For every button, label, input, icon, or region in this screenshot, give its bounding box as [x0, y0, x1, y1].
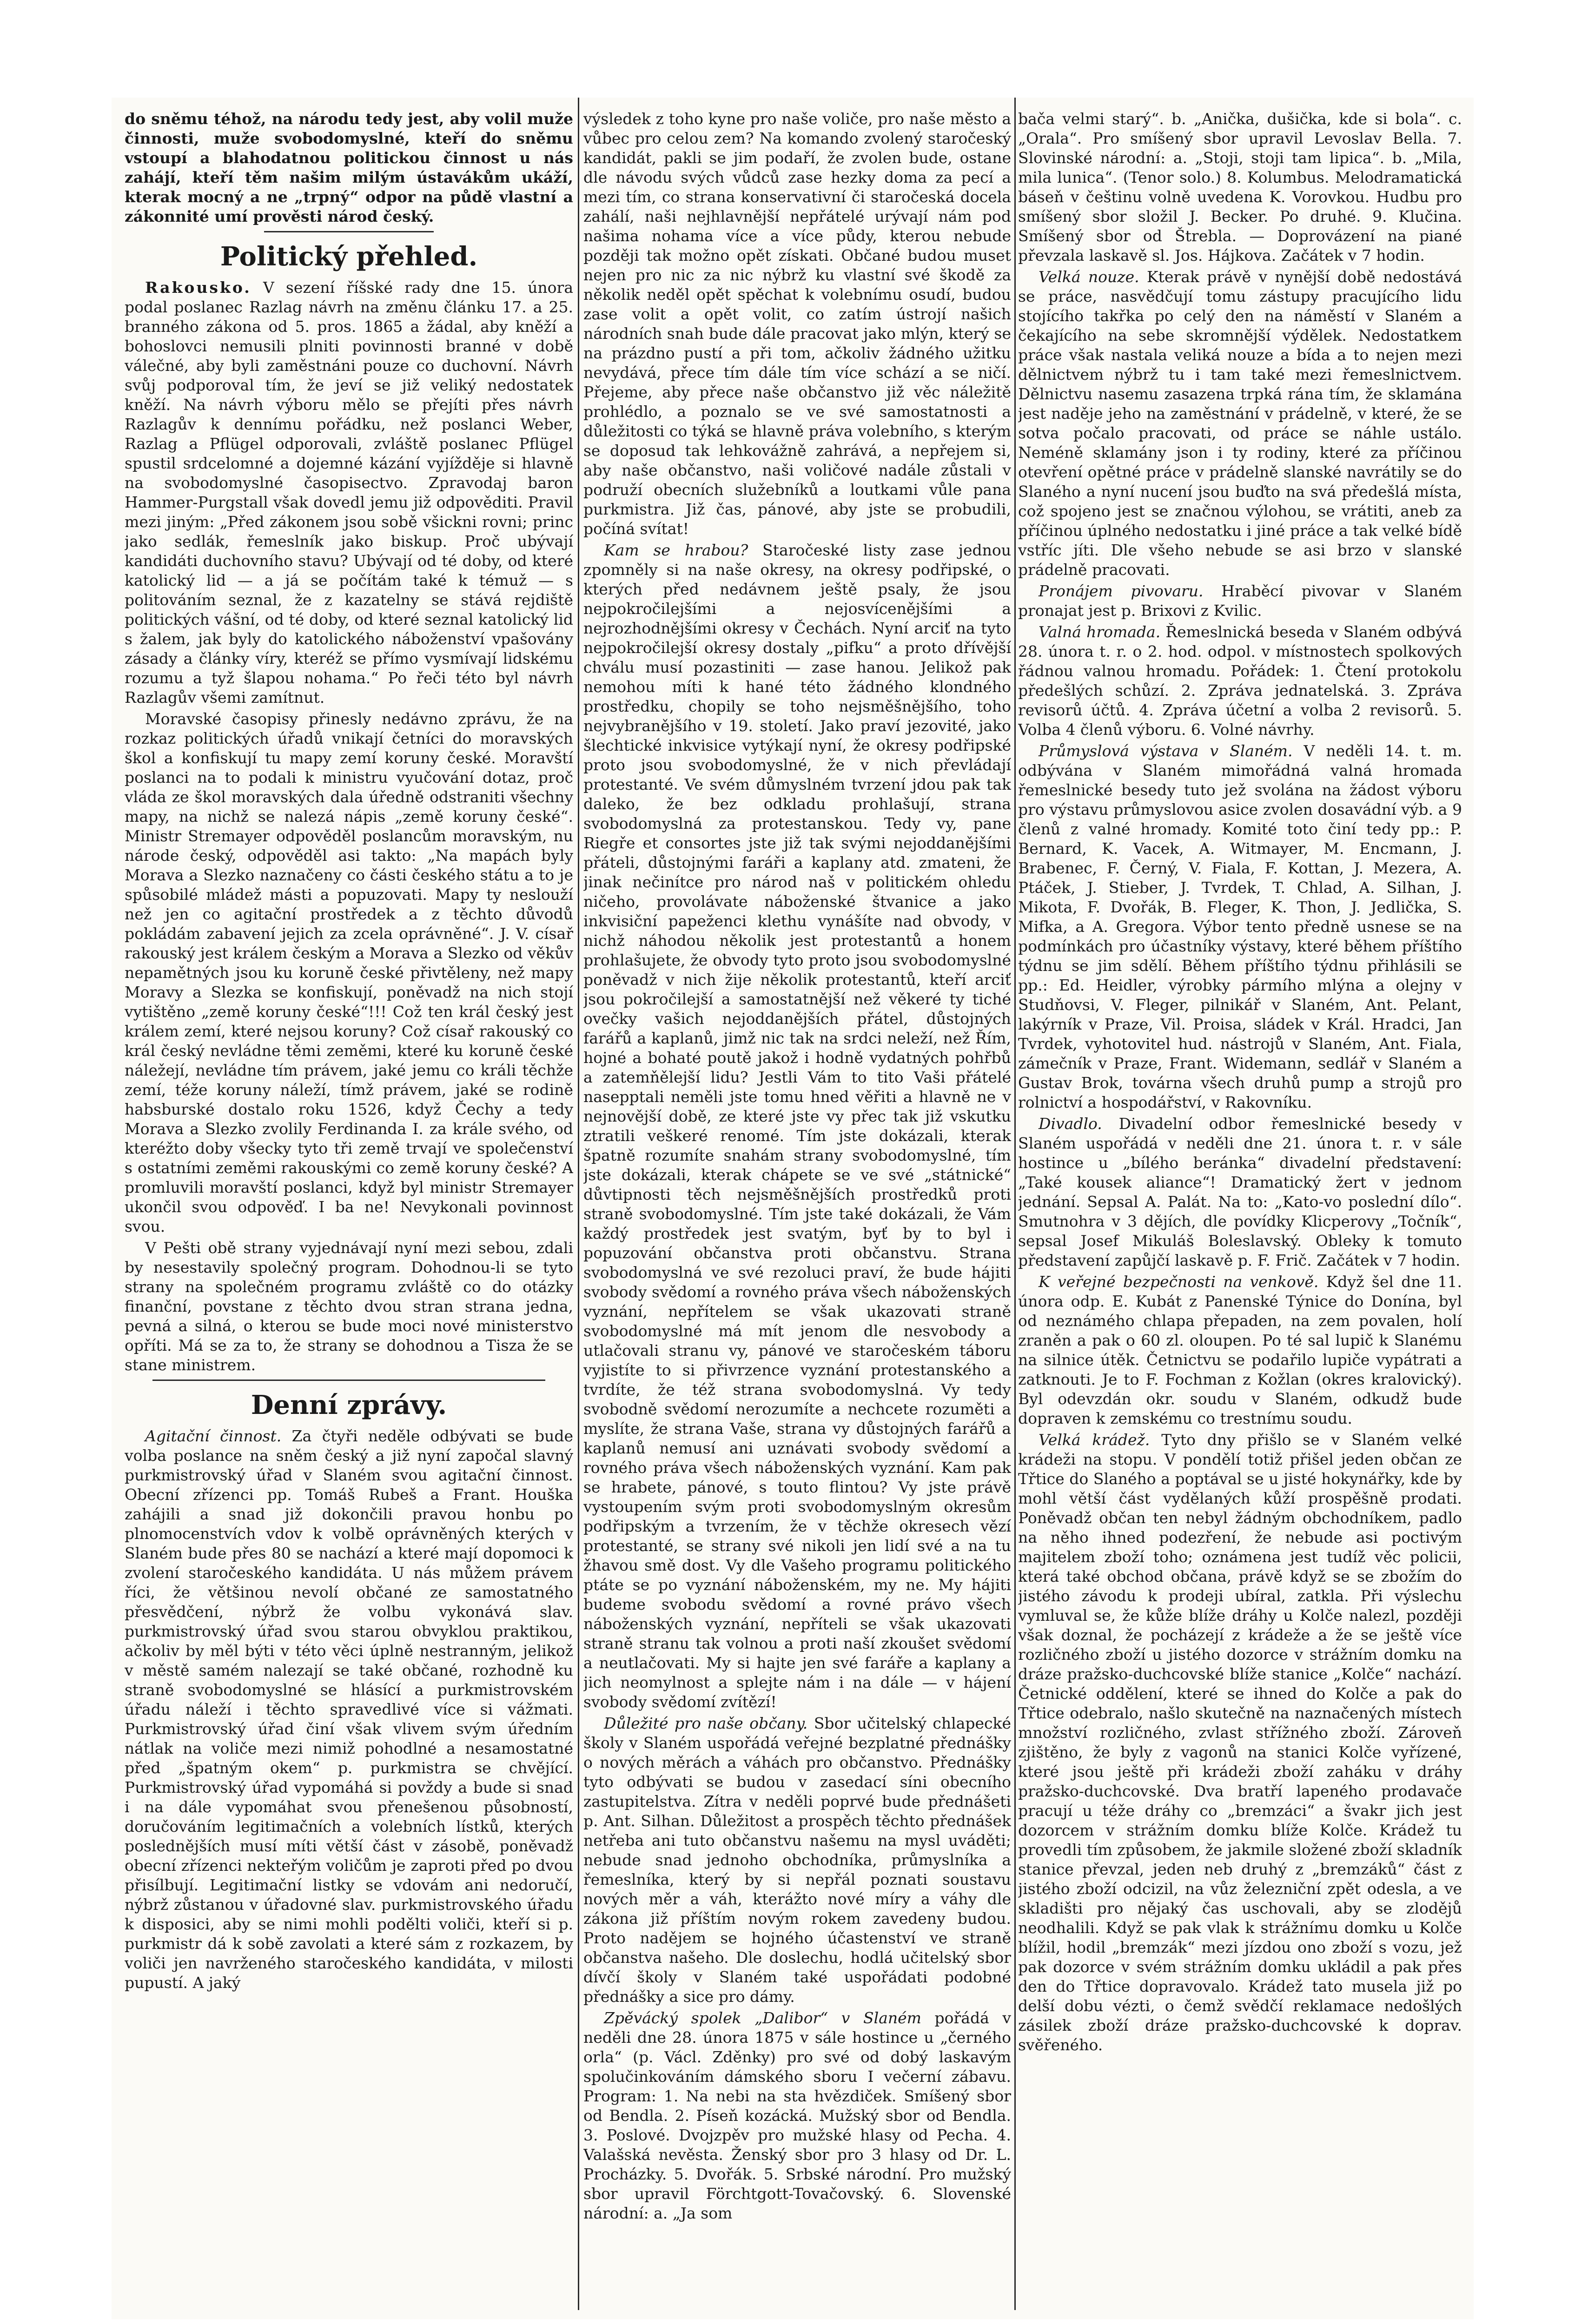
denni-zpravy-heading: Denní zprávy.	[251, 1390, 447, 1420]
zpevacky-spolek-lead: Zpěvácký spolek „Dalibor“ v Slaném	[604, 2009, 921, 2027]
article-paragraph	[1018, 1114, 1462, 1270]
article-paragraph: V Pešti obě strany vyjednávají nyní mezi sebou, zdali by nesestavily společný program. Dohodnou-li se tyto strany na společném programu zvláště co do otázky finanční, povstane z těchto dvou stran strana jedna, pevná a silná, o kterou se bude moci nové ministerstvo opříti. Má se za to, že strany se dohodnou a Tisza že se stane ministrem.	[125, 1239, 573, 1374]
article-paragraph	[1018, 1272, 1462, 1428]
pronajem-lead: Pronájem pivovaru.	[1039, 582, 1204, 600]
article-paragraph	[125, 278, 573, 707]
column-rule-1	[578, 98, 579, 2310]
divadlo-lead: Divadlo.	[1039, 1115, 1102, 1133]
divider	[264, 231, 434, 232]
article-text: V sezení říšské rady dne 15. února podal poslanec Razlag návrh na změnu článku 17. a 25. branného zákona od 5. pros. 1865 a žádal, aby kněží a bohoslovci nemusili plniti povinnosti branné v době válečné, aby byli zaměstnáni pouze co duchovní. Návrh svůj podporoval tím, že jeví se již veliký nedostatek kněží. Na návrh výboru mělo se přejíti přes návrh Razlagův k dennímu pořádku, než poslanci Weber, Razlag a Pflügel odporovali, zvláště poslanec Pflügel spustil srdcelomné a dojemné kázání vyjížděje si hlavně na svobodomyslné časopisectvo. Zpravodaj baron Hammer-Purgstall však dovedl jemu již odpověditi. Pravil mezi jiným: „Před zákonem jsou sobě všickni rovni; princ jako sedlák, řemeslník jako biskup. Proč ubývají kandidáti duchovního stavu? Ubývají od té doby, od které katolický lid — a já se počítám také k témuž — s politováním seznal, že z kazatelny se stává rejdiště politických vášní, od té doby, od které seznal katolický lid s žalem, jak byly do katolického náboženství vpašovány zásady a články víry, kteréž se přímo vysmívají lidskému rozumu a tyž šlapou nohama.“ Po řeči této byl návrh Razlagův všemi zamítnut.	[125, 278, 573, 706]
article-text: Za čtyři neděle odbývati se bude volba poslance na sněm český a již nyní započal slavný purkmistrovský úřad v Slaném svou agitační činnost. Obecní zřízenci pp. Tomáš Rubeš a Frant. Houška zahájili a snad již dokončili pravou honbu po plnomocenstvích vdov k volbě oprávněných kterých v Slaném bude přes 80 se nachází a které mají dopomoci k zvolení staročeského kandidáta. U nás můžem právem říci, že většinou nevolí občané ze samostatného přesvědčení, nýbrž že volbu vykonává slav. purkmistrovský úřad svou starou obvyklou praktikou, ačkoliv by měl býti v této věci úplně nestranným, jelikož v městě samém nalezají se také občané, rozhodně ku straně svobodomyslné se hlásící a purkmistrovském úřadu náleží i těchto spravedlivé více si vážmati. Purkmistrovský úřad činí však vlivem svým úředním nátlak na voliče mezi nimiž pohodlné a nesamostatné před „špatným okem“ p. purkmistra se chvějící. Purkmistrovský úřad vypomáhá si povždy a bude si snad i na dále vypomáhat svou přenešenou působností, doručováním legitimačních a volebních lístků, kterých poslednějších musí míti větší část v zásobě, poněvadž obecní zřízenci nekteřým voličům je zaproti před po dvou přisílbují. Legitimační listky se vdovám ani nedoručí, nýbrž zůstanou v úřadovné slav. purkmistrovského úřadu k disposici, aby se nimi mohli podělti voliči, kteří si p. purkmistr dá k sobě zavolati a které sám z rozkazem, by voliči jen navrženého staročeského kandidáta, v milosti pupustí. A jaký	[125, 1427, 573, 1992]
article-paragraph	[1018, 267, 1462, 580]
article-paragraph	[583, 1714, 1011, 2007]
article-text: Hraběcí pivovar v Slaném pronajat jest p. Brixovi z Kvilic.	[1018, 582, 1462, 620]
article-paragraph	[583, 2008, 1011, 2223]
velka-nouze-lead: Velká nouze.	[1039, 268, 1139, 286]
column-1	[125, 109, 573, 2322]
bezpecnost-lead: K veřejné bezpečnosti na venkově.	[1039, 1273, 1319, 1291]
article-paragraph: výsledek z toho kyne pro naše voliče, pro naše město a vůbec pro celou zem? Na komando zvolený staročeský kandidát, pakli se jim podaří, že zvolen bude, ostane dle návodu svých vůdců zase hezky doma za pecí a mezi tím, co strana konservativní či staročeská docela zahálí, naši nejhlavnější nepřátelé urývají nám pod našima nohama více a více půdy, kterou nebude později tak možno opět získati. Občané budou muset nejen pro nic za nic nýbrž ku vlastní své škodě za několik neděl opět spěchat k volebnímu osudí, budou zase volit a opět volit, co zatím ústrojí našich národních snah bude dále pracovat jako mlýn, který se na prázdno pustí a při tom, ačkoliv žádného užitku nevydává, přece tím dále tím více schází a se ničí. Přejeme, aby přece naše občanstvo již věc náležitě prohlédlo, a poznalo se ve své samostatnosti a důležitosti co týká se hlavně práva volebního, s kterým se doposud tak lehkovážně zahrává, a nepřejem si, aby naše občanstvo, naši voličové nadále zůstali v podruží obecních služebníků a loutkami vůle pana purkmistra. Již čas, pánové, aby jste se probudili, počíná svítat!	[583, 110, 1011, 538]
column-3	[1018, 109, 1462, 2322]
article-paragraph: Moravské časopisy přinesly nedávno zprávu, že na rozkaz politických úřadů vnikají četníci do moravských škol a konfiskují tu mapy zemí koruny české. Moravští poslanci na to podali k ministru vyučování dotaz, proč vláda ze škol moravských dala úředně odstraniti všechny mapy, na nichž se nalezá nápis „země koruny české“. Ministr Stremayer odpověděl poslancům moravským, nu národe český, odpověděl asi takto: „Na mapách byly Morava a Slezko naznačeny co části českého státu a to je spůsobilé mládež másti a popuzovati. Mapy ty neslouží než jen co agitační prostředek a z těchto důvodů pokládám zabavení jejich za zcela oprávněné“. J. V. císař rakouský jest králem českým a Morava a Slezko od věkův nepamětných jsou ku koruně české přivtěleny, než mapy Moravy a Slezka se konfiskují, poněvadž na nich stojí vytištěno „země koruny české“!!! Což ten král český jest králem zemí, které nejsou koruny? Což císař rakouský co král český nevládne těmi zeměmi, které ku koruně české náležejí, nevládne tím právem, jaké jemu co králi těchže zemí, téže koruny náleží, tímž právem, jaké se rodině habsburské dostalo roku 1526, když Čechy a tedy Morava a Slezko zvolily Ferdinanda I. za krále svého, od kteréžto doby všecky tyto tři země trvají ve společenství s ostatními zeměmi rakouskými co země koruny české? A promluvili moravští poslanci, když byl ministr Stremayer ukončil svou odpověď. I ba ne! Nevykonali povinnost svou.	[125, 710, 573, 1235]
article-paragraph	[1018, 741, 1462, 1112]
article-paragraph	[583, 541, 1011, 1712]
article-text: Řemeslnická beseda v Slaném odbývá 28. února t. r. o 2. hod. odpol. v místnostech spolkových řádnou valnou hromadu. Pořádek: 1. Čtení protokolu předešlých schůzí. 2. Zpráva jednatelská. 3. Zpráva revisorů účtů. 4. Zpráva účetní a volba 2 revisorů. 5. Volba 4 členů výboru. 6. Volné návrhy.	[1018, 623, 1462, 739]
article-text: Tyto dny přišlo se v Slaném velké krádeži na stopu. V pondělí totiž přišel jeden občan ze Třtice do Slaného a poptával se u jisté hokynářky, kde by mohl větší část vydělaných kůží prospěšně prodati. Poněvadž občan ten nebyl žádným obchodníkem, padlo na něho ihned podezření, že nebude asi poctivým majitelem zboží toho; oznámena jest tudíž věc policii, která také obchod občana, právě když se se zbožím do jistého závodu k prodeji ubíral, zatkla. Při výslechu vymluval se, že kůže blíže dráhy u Kolče nalezl, později však doznal, že pocházejí z krádeže a že se ještě více rozličného zboží u jistého dozorce v strážním domku na dráze pražsko-duchcovské blíže stanice „Kolče“ nachází. Četnické oddělení, které se ihned do Kolče a pak do Třtice odebralo, našlo skutečně na naznačených místech množství rozličného, zvlast střížného zboží. Zároveň zjištěno, že byly z vagonů na stanici Kolče vyřízené, které jsou ještě při krádeži zboží zaháku v dráhy pražsko-duchcovské. Dva bratří lapeného prodavače pracují u téže dráhy co „bremzáci“ a švakr jich jest dozorcem v strážním domku blíže Kolče. Krádež tu provedli tím způsobem, že jakmile složené zboží skladník stanice převzal, jeden neb druhý z „bremzáků“ část z jistého zboží odcizil, na vůz železniční zpět odesla, a ve skladišti pro nějaký čas uschovali, aby se zlodějů neodhalili. Když se pak vlak k strážnímu domku u Kolče blížil, hodil „bremzák“ mezi jízdou ono zboží s vozu, jež pak dozorce v svém strážním domku ukládil a pak přes den do Třtice dopravovalo. Krádež tato musela již po delší dobu vézti, o čemž svědčí reklamace nedošlých zásilek zboží dráze pražsko-duchcovské k doprav. svěřeného.	[1018, 1431, 1462, 2054]
article-text: Staročeské listy zase jednou zpomněly si na naše okresy, na okresy podřipské, o kterých před nedávnem ještě psaly, že jsou nejpokročilejšími a nejosvícenějšími a nejrozhodnějšími okresy v Čechách. Nyní arciť na tyto nejpokročilejší okresy dostaly „pifku“ a proto dřívější chválu musí pozastiniti — zase hanou. Jelikož pak nemohou míti k hané této žádného klondného prostředku, chopily se toho nejsměšnějšího, toho nejvybranějšího v 19. století. Jako praví jezovité, jako šlechtické inkvisice vytýkají nyní, že okresy podřipské proto jsou svobodomyslné, že v nich převládají protestanté. Ve svém důmyslném tvrzení jdou pak tak daleko, že bez odkladu prohlašují, strana svobodomyslná za protestanskou. Tedy vy, pane Riegře et consortes jste již tak svými nejoddanějšími přáteli, důstojnými faráři a kaplany atd. zmateni, že jinak nečinítce pro národ naš v politickém ohledu ničeho, provolávate náboženské štvanice a jako inkvisiční papeženci klethu vynášíte nad obvody, v nichž náhodou několik jest protestantů a honem prohlašujete, že obvody tyto proto jsou svobodomyslné poněvadž v nich žije několik protestantů, kteří arciť jsou pokročilejší a samostatnější než věkeré ty tiché ovečky vašich nejoddanějších přátel, důstojných farářů a kaplanů, jimž nic tak na srdci neleží, než Řím, hojné a bohaté poutě jakož i hodně vydatných pohřbů a zatemňělejší lidu? Jestli Vám to tito Vaši přátelé nasepptali neměli jste tomu hned věřiti a hlavně ne v nejnovější době, ze které jste vy přec tak již vskutku ztratili veškeré renomé. Tím jste dokázali, kterak špatně rozumíte snahám strany svobodomyslné, tím jste dokázali, kterak chápete se ve své „státnické“ důvtipnosti těch nejsměšnějších prostředků proti straně svobodomyslné. Tím jste také dokázali, že Vám každý prostředek jest svatým, byť by to byl i popuzování občanstva proti občanstvu. Strana svobodomyslná ve své rezoluci praví, že bude hájiti svobody svědomí a rovného práva všech náboženských vyznání, nepřítelem se však ukazovati straně svobodomyslné má mít jenom dle nesvobody a utlačovali stranu vy, pánové ve staročeském táboru vyjistíte to si přivrzence vyznání protestanského a tvrdíte, že též strana svobodomyslná. Vy tedy svobodně svědomí nerozumíte a nechcete rozuměti a myslíte, že strana Vaše, strana vy důstojných farářů a kaplanů nemusí ani uznávati svobody svědomí a rovného práva všech náboženských vyznání. Kam pak se hrabete, pánové, s touto flintou? Vy jste právě vystoupením svým proti svobodomyslným okresům podřipským a tvrzením, že v těchže okresech vězí protestanté, se strany své nikoli jen lidí své a na tu žhavou smě dost. Vy dle Vašeho programu politického ptáte se po vyznání náboženském, my ne. My hájiti budeme svobodu svědomí a rovné právo všech náboženských vyznání, nepříteli se však ukazovati straně stranu tak volnou a proti naší zkoušet svědomí a neutlačovati. My si hajte jen své faráře a kaplany a jich neomylnost a splejte nám i na dále — v hájení svobody svědomí zvítězí!	[583, 541, 1011, 1711]
intro-paragraph: do sněmu téhož, na národu tedy jest, aby volil muže činnosti, muže svobodomyslné, kteří do sněmu vstoupí a blahodatnou politickou činnost u nás zahájí, kteří těm našim milým ústavákům ukáží, kterak mocný a ne „trpný“ odpor na půdě vlastní a zákonnité umí prověsti národ český.	[125, 110, 573, 225]
column-rule-2	[1014, 98, 1016, 2310]
agitacni-lead: Agitační činnost.	[145, 1427, 282, 1445]
article-paragraph	[1018, 581, 1462, 621]
article-text: Divadelní odbor řemeslnické besedy v Slaném uspořádá v neděli dne 21. února t. r. v sále hostince u „bílého beránka“ divadelní představení: „Také kousek aliance“! Dramatický žert v jednom jednání. Sepsal A. Palát. Na to: „Kato-vo poslední dílo“. Smutnohra v 3 dějích, dle povídky Klicperovy „Točník“, sepsal Josef Mikuláš Boleslavský. Obleky k tomuto představení zapůjčí laskavě p. F. Frič. Začátek v 7 hodin.	[1018, 1115, 1462, 1269]
article-text: pořádá v neděli dne 28. února 1875 v sále hostince u „černého orla“ (p. Václ. Zděnky) pro své od dobý laskavým spolučinkováním dámského sboru I večerní zábavu. Program: 1. Na nebi na sta hvězdiček. Smíšený sbor od Bendla. 2. Píseň kozácká. Mužský sbor od Bendla. 3. Poslové. Dvojzpěv pro mužské hlasy od Pecha. 4. Valašská nevěsta. Ženský sbor pro 3 hlasy od Dr. L. Procházky. 5. Dvořák. 5. Srbské národní. Pro mužský sbor upravil Förchtgott-Tovačovský. 6. Slovenské národní: a. „Ja som	[583, 2009, 1011, 2222]
article-paragraph	[1018, 622, 1462, 739]
article-paragraph	[1018, 1430, 1462, 2055]
article-text: Kterak právě v nynější době nedostává se práce, nasvědčují tomu zástupy pracujícího lidu stojícího takřka po celý den na náměstí v Slaném a čekajícího na sebe skromnější výdělek. Nedostatkem práce však nastala veliká nouze a bída a to nejen mezi dělnictvem nýbrž tu i tam také mezi řemeslnictvem. Dělnictvu nasemu zasazena trpká rána tím, že sklamána jest naděje jeho na zaměstnání v prádelně, v které, že se sotva počalo pracovati, od práce se náhle ustálo. Neméně sklamány json i ty rodiny, které za příčinou otevření opětné práce v prádelně slanské navrátily se do Slaného a nyní nucení jsou buďto na svá předešlá místa, což spojeno jest se značnou výlohou, se vrátiti, aneb za příčinou úplného nedostatku i jiné práce a tak velké bídě vstříc jíti. Dle všeho nebude se asi brzo v slanské prádelně pracovati.	[1018, 268, 1462, 579]
divider	[152, 1380, 545, 1381]
article-paragraph	[125, 1426, 573, 1993]
column-2	[583, 109, 1011, 2322]
article-text: Sbor učitelský chlapecké školy v Slaném uspořádá veřejné bezplatné přednášky o nových měrách a váhách pro občanstvo. Přednášky tyto odbývati se budou v zasedací síni obecního zastupitelstva. Zítra v neděli poprvé bude přednášeti p. Ant. Silhan. Důležitost a prospěch těchto přednášek netřeba ani tuto občanstvu našemu na mysl uváděti; nebude snad jednoho obchodníka, průmyslníka a řemeslníka, který by si nepřál poznati soustavu nových měr a váh, kterážto nové míry a váhy dle zákona již příštím novým rokem zavedeny budou. Proto nadějem se hojného účastenství ve straně občanstva našeho. Dle doslechu, hodlá učitelský sbor dívčí školy v Slaném také uspořádati podobné přednášky a sice pro dámy.	[583, 1714, 1011, 2006]
dulezite-lead: Důležité pro naše občany.	[604, 1714, 808, 1732]
kam-se-hrabou-lead: Kam se hrabou?	[604, 541, 748, 559]
article-text: V neděli 14. t. m. odbývána v Slaném mimořádná valná hromada řemeslnické besedy tuto jež svolána na žádost výboru pro výstavu průmyslovou asice zvolen dosavádní výb. a 9 členů z valné hromady. Komité toto činí tedy pp.: P. Bernard, K. Vacek, A. Witmayer, M. Encmann, J. Brabenec, F. Černý, V. Fiala, F. Kottan, J. Mezera, A. Ptáček, J. Stieber, J. Tvrdek, T. Chlad, A. Silhan, J. Mikota, F. Dvořák, B. Fleger, K. Thon, J. Jedlička, S. Mifka, a A. Gregora. Výbor tento předně usnese se na podmínkách pro účastníky výstavy, které během příštího týdnu se jim sdělí. Během příštího týdnu přihlásili se pp.: Ed. Heidler, výrobky pármího mlýna a olejny v Studňovsi, V. Fleger, pilnikář v Slaném, Ant. Pelant, lakýrník v Praze, Vil. Proisa, sládek v Král. Hradci, Jan Tvrdek, vyhotovitel hud. nástrojů v Slaném, Ant. Fiala, zámečník v Praze, Frant. Widemann, sedlář v Slaném a Gustav Brok, továrna všech druhů pump a strojů pro rolnictví a hospodářství, v Rakovníku.	[1018, 742, 1462, 1111]
valna-hromada-lead: Valná hromada.	[1039, 623, 1161, 641]
politicky-prehled-heading: Politický přehled.	[220, 241, 478, 272]
velka-kradez-lead: Velká krádež.	[1039, 1431, 1150, 1449]
rakousko-lead: Rakousko.	[145, 278, 251, 297]
article-text: Když šel dne 11. února odp. E. Kubát z Panenské Týnice do Donína, byl od neznámého chlapa přepaden, na zem povalen, holí zraněn a pak o 60 zl. oloupen. Po té sal lupič k Slanému na silnice útěk. Četnictvu se podařilo lupiče vypátrati a zatknouti. Je to F. Fochman z Kožlan (okres kralovický). Byl odevzdán okr. soudu v Slaném, odkudž bude dopraven k zemskému co trestnímu soudu.	[1018, 1273, 1462, 1427]
article-paragraph: bača velmi starý“. b. „Anička, dušička, kde si bola“. c. „Orala“. Pro smíšený sbor upravil Levoslav Bella. 7. Slovinské národní: a. „Stoji, stoji tam lipica“. b. „Mila, mila lunica“. (Tenor solo.) 8. Kolumbus. Melodramatická báseň v češtinu volně uvedena K. Vorovkou. Hudbu pro smíšený sbor složil J. Becker. Po druhé. 9. Klučina. Smíšený sbor od Štrebla. — Doprovázení na piané převzala laskavě sl. Jos. Hájkova. Začátek v 7 hodin.	[1018, 110, 1462, 264]
prumyslova-vystava-lead: Průmyslová výstava v Slaném.	[1039, 742, 1293, 760]
